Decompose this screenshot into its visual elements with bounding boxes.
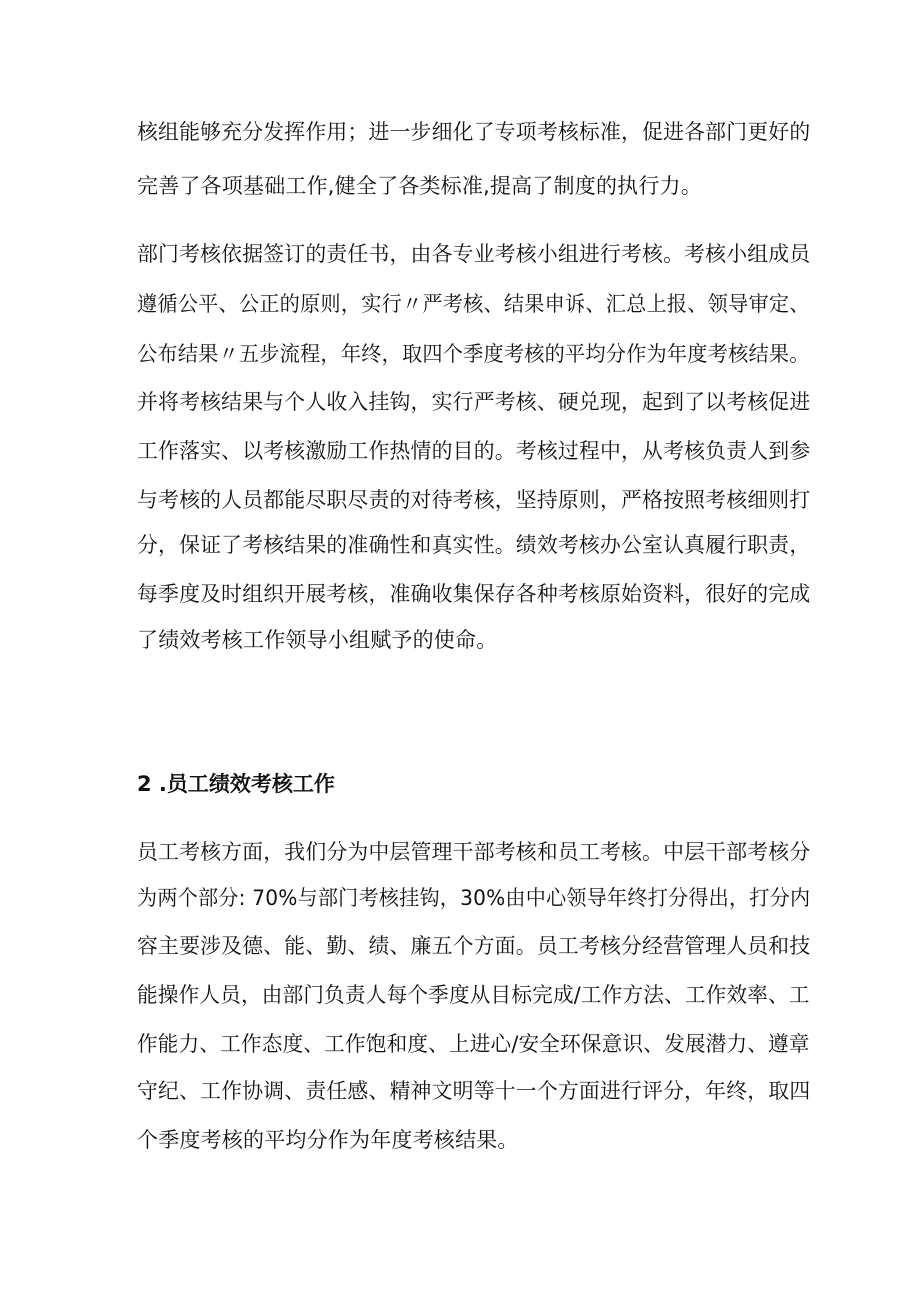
section-heading: 2 .员工绩效考核工作	[137, 772, 335, 796]
paragraph-2-line: 与考核的人员都能尽职尽责的对待考核，坚持原则，严格按照考核细则打	[137, 488, 811, 512]
paragraph-2-line: 分，保证了考核结果的准确性和真实性。绩效考核办公室认真履行职责，	[137, 533, 811, 557]
paragraph-2-line: 公布结果〃五步流程，年终，取四个季度考核的平均分作为年度考核结果。	[137, 342, 810, 366]
paragraph-3-line: 为两个部分: 70%与部门考核挂钩，30%由中心领导年终打分得出，打分内	[137, 886, 811, 910]
paragraph-2-line: 遵循公平、公正的原则，实行〃严考核、结果申诉、汇总上报、领导审定、	[137, 292, 810, 316]
paragraph-3-line: 员工考核方面，我们分为中层管理干部考核和员工考核。中层干部考核分	[137, 840, 811, 864]
paragraph-3-line: 个季度考核的平均分作为年度考核结果。	[137, 1128, 519, 1152]
paragraph-3-line: 守纪、工作协调、责任感、精神文明等十一个方面进行评分，年终，取四	[137, 1079, 811, 1103]
paragraph-2-line: 部门考核依据签订的责任书，由各专业考核小组进行考核。考核小组成员	[137, 242, 811, 266]
paragraph-3-line: 容主要涉及德、能、勤、绩、廉五个方面。员工考核分经营管理人员和技	[137, 934, 811, 958]
paragraph-2-line: 并将考核结果与个人收入挂钩，实行严考核、硬兑现，起到了以考核促进	[137, 390, 811, 414]
paragraph-1-line: 完善了各项基础工作,健全了各类标准,提高了制度的执行力。	[137, 174, 702, 198]
paragraph-1-line: 核组能够充分发挥作用；进一步细化了专项考核标准，促进各部门更好的	[137, 120, 811, 144]
paragraph-3-line: 作能力、工作态度、工作饱和度、上进心/安全环保意识、发展潜力、遵章	[137, 1032, 810, 1056]
paragraph-3-line: 能操作人员，由部门负责人每个季度从目标完成/工作方法、工作效率、工	[137, 983, 810, 1007]
paragraph-2-line: 每季度及时组织开展考核，准确收集保存各种考核原始资料，很好的完成	[137, 582, 811, 606]
paragraph-2-line: 了绩效考核工作领导小组赋予的使命。	[137, 628, 498, 652]
paragraph-2-line: 工作落实、以考核激励工作热情的目的。考核过程中，从考核负责人到参	[137, 439, 811, 463]
